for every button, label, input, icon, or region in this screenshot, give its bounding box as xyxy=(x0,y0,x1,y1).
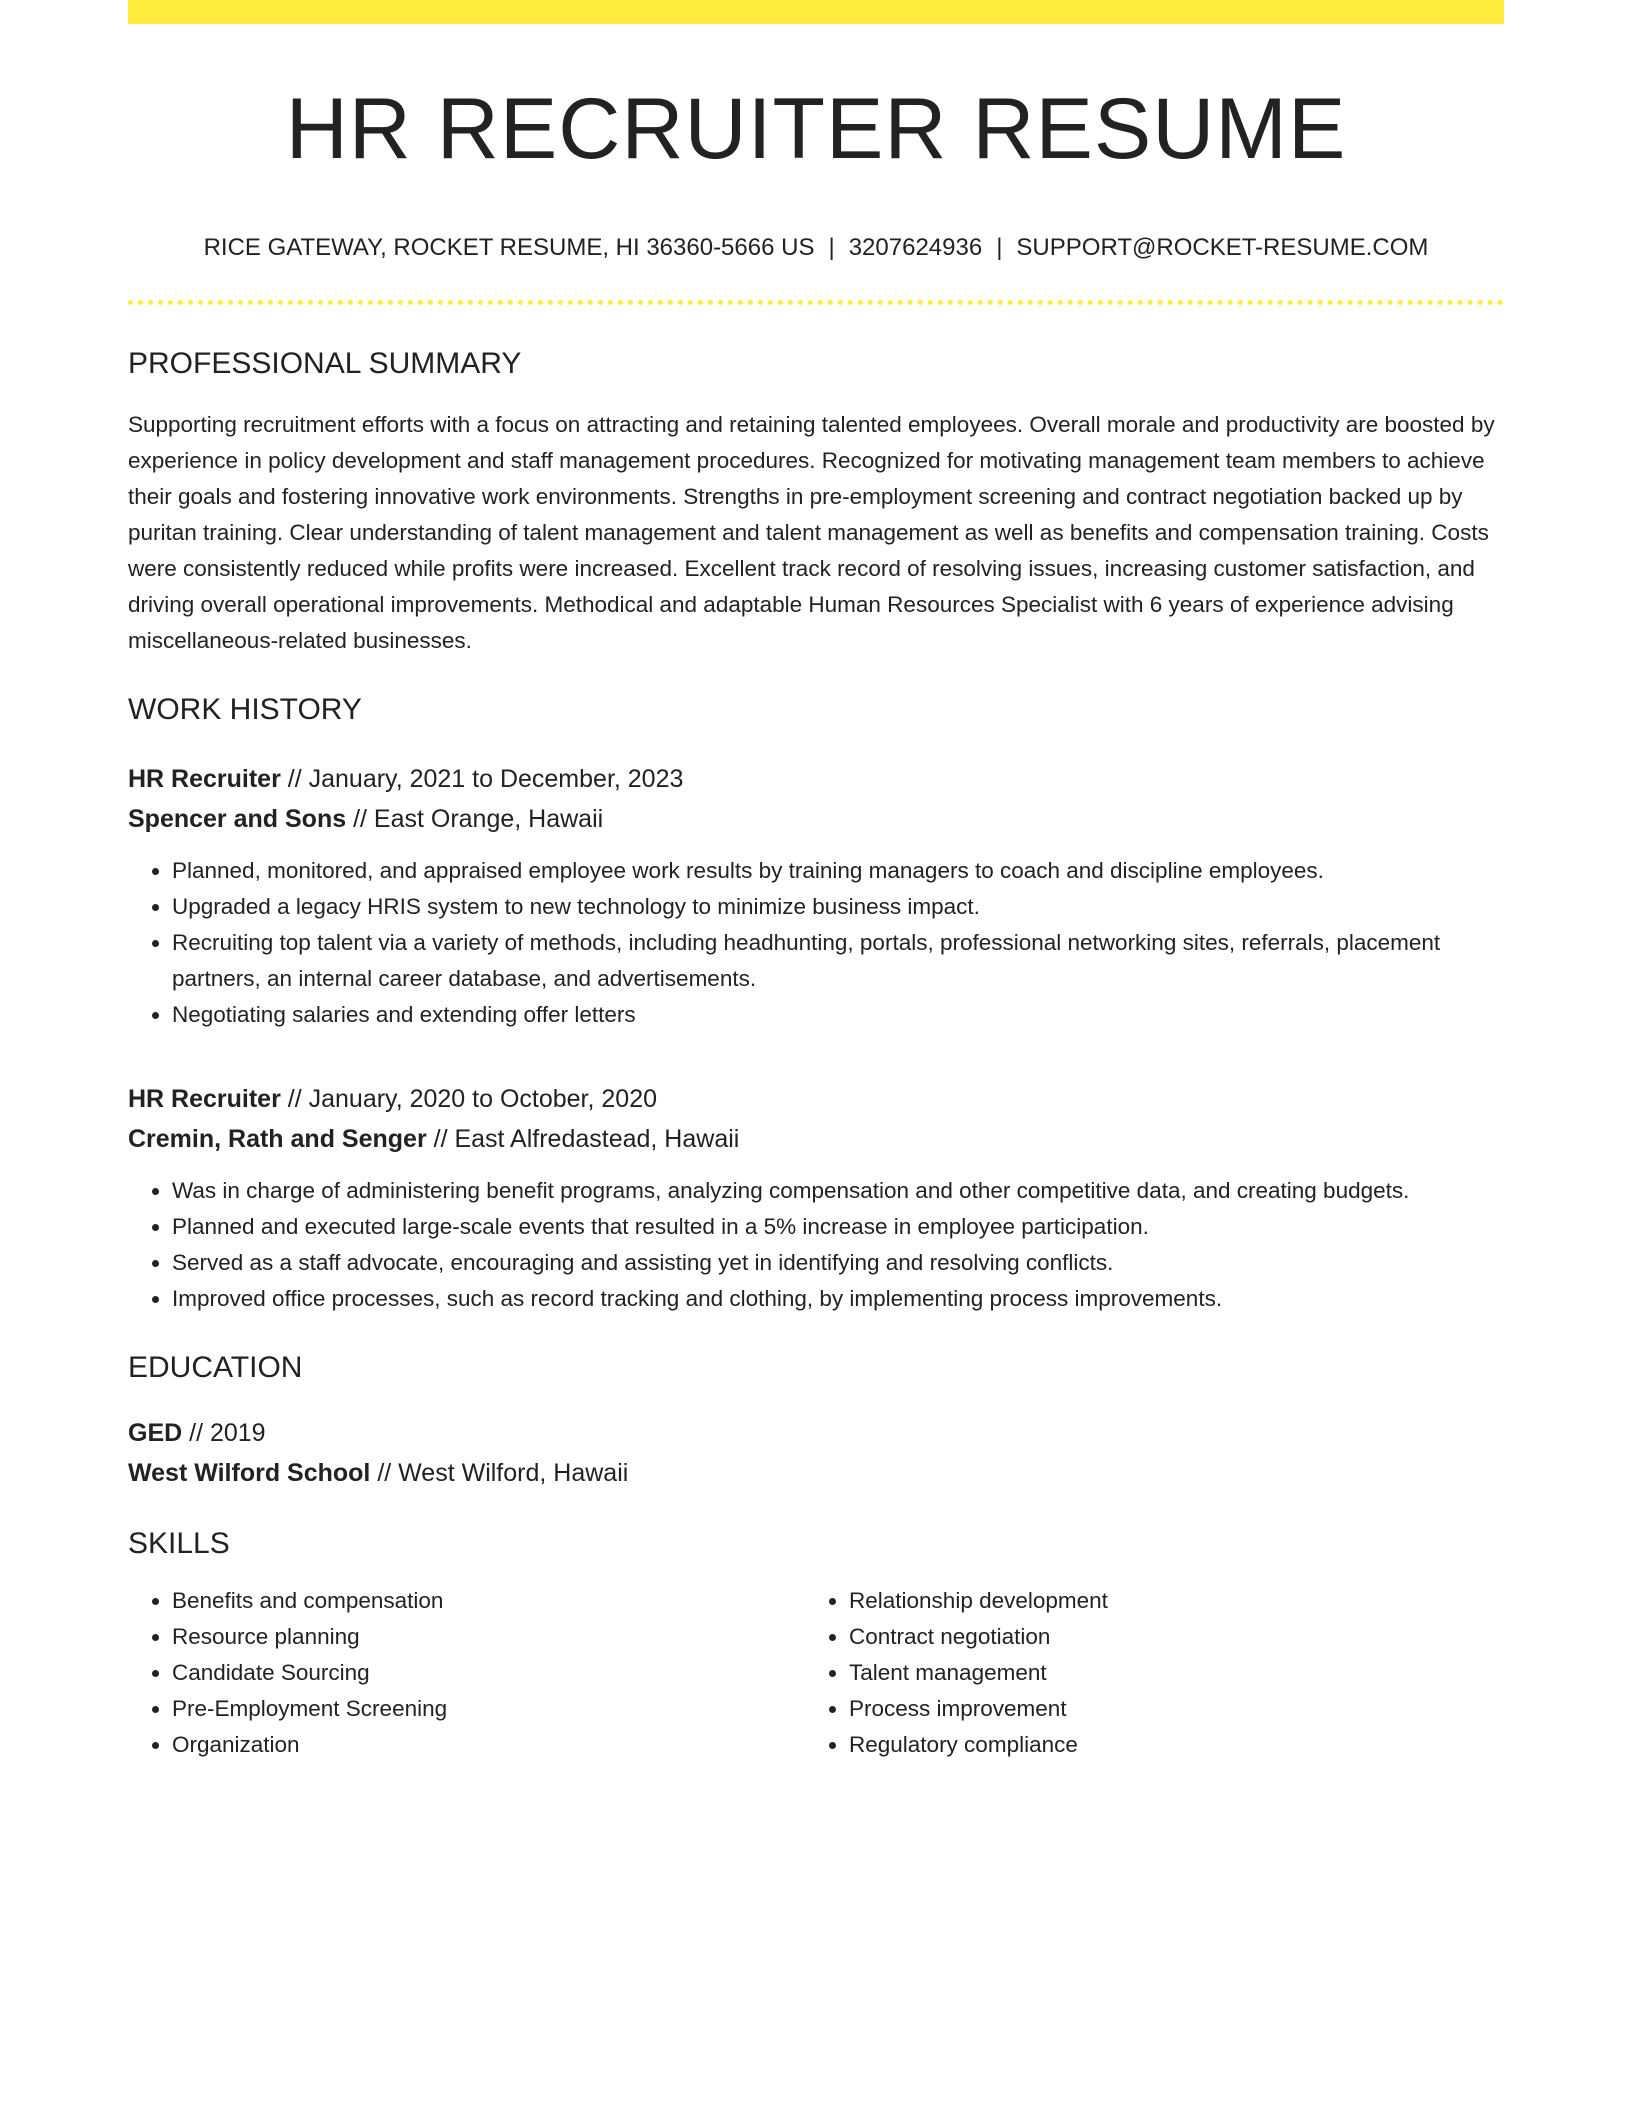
summary-heading: PROFESSIONAL SUMMARY xyxy=(128,347,522,380)
job-bullet: • Served as a staff advocate, encouraging and assisting yet in identifying and resolving conflicts. xyxy=(172,1245,1504,1281)
job-bullet: • Improved office processes, such as record tracking and clothing, by implementing process improvements. xyxy=(172,1281,1504,1317)
skill-item: • Organization xyxy=(172,1727,805,1763)
contact-separator: | xyxy=(996,234,1003,261)
skill-item: • Pre-Employment Screening xyxy=(172,1691,805,1727)
education-year: // 2019 xyxy=(182,1419,266,1447)
job-title-line xyxy=(128,1079,1504,1119)
job-title-line xyxy=(128,759,1504,799)
skill-item: • Regulatory compliance xyxy=(849,1727,1482,1763)
job-company: Cremin, Rath and Senger xyxy=(128,1125,427,1153)
job-role: HR Recruiter xyxy=(128,765,281,793)
contact-phone: 3207624936 xyxy=(848,234,983,261)
skills-columns xyxy=(128,1583,1504,1763)
job-bullet: • Recruiting top talent via a variety of methods, including headhunting, portals, professional networking sites, referrals, placement partners, an internal career database, and advertisements. xyxy=(172,925,1504,997)
education-entry xyxy=(128,1413,1504,1493)
skills-heading: SKILLS xyxy=(128,1527,230,1560)
contact-separator: | xyxy=(828,234,835,261)
job-company-line xyxy=(128,799,1504,839)
skill-item: • Contract negotiation xyxy=(849,1619,1482,1655)
work-history-heading: WORK HISTORY xyxy=(128,693,362,726)
resume-title: HR RECRUITER RESUME xyxy=(285,81,1347,177)
job-bullet: • Upgraded a legacy HRIS system to new technology to minimize business impact. xyxy=(172,889,1504,925)
job-location: // East Orange, Hawaii xyxy=(346,805,604,833)
education-location: // West Wilford, Hawaii xyxy=(370,1459,629,1487)
dotted-divider xyxy=(128,300,1504,305)
skill-item: • Relationship development xyxy=(849,1583,1482,1619)
job-dates: // January, 2021 to December, 2023 xyxy=(280,765,684,793)
job-entry xyxy=(128,1079,1504,1317)
skills-list-right xyxy=(805,1583,1482,1763)
top-accent-bar xyxy=(128,0,1504,24)
job-bullets xyxy=(128,853,1504,1033)
skill-item: • Process improvement xyxy=(849,1691,1482,1727)
job-company: Spencer and Sons xyxy=(128,805,347,833)
education-degree: GED xyxy=(128,1419,183,1447)
job-location: // East Alfredastead, Hawaii xyxy=(426,1125,740,1153)
skill-item: • Candidate Sourcing xyxy=(172,1655,805,1691)
education-degree-line xyxy=(128,1413,1504,1453)
job-bullet: • Planned, monitored, and appraised employee work results by training managers to coach and discipline employees. xyxy=(172,853,1504,889)
skill-item: • Talent management xyxy=(849,1655,1482,1691)
job-dates: // January, 2020 to October, 2020 xyxy=(280,1085,657,1113)
job-entry xyxy=(128,759,1504,1033)
job-company-line xyxy=(128,1119,1504,1159)
skills-list-left xyxy=(128,1583,805,1763)
contact-email: SUPPORT@ROCKET-RESUME.COM xyxy=(1016,234,1429,261)
education-school: West Wilford School xyxy=(128,1459,371,1487)
education-heading: EDUCATION xyxy=(128,1351,303,1384)
summary-text: Supporting recruitment efforts with a focus on attracting and retaining talented employees. Overall morale and productivity are boosted by experience in policy development and staff management procedures. Recognized for motivating management team members to achieve their goals and fostering innovative work environments. Strengths in pre-employment screening and contract negotiation backed up by puritan training. Clear understanding of talent management and talent management as well as benefits and compensation training. Costs were consistently reduced while profits were increased. Excellent track record of resolving issues, increasing customer satisfaction, and driving overall operational improvements. Methodical and adaptable Human Resources Specialist with 6 years of experience advising miscellaneous-related businesses. xyxy=(128,412,1495,653)
job-bullet: • Was in charge of administering benefit programs, analyzing compensation and other competitive data, and creating budgets. xyxy=(172,1173,1504,1209)
skill-item: • Resource planning xyxy=(172,1619,805,1655)
job-bullet: • Negotiating salaries and extending offer letters xyxy=(172,997,1504,1033)
contact-line xyxy=(128,236,1504,260)
job-role: HR Recruiter xyxy=(128,1085,281,1113)
resume-page xyxy=(128,0,1504,1763)
job-bullet: • Planned and executed large-scale events that resulted in a 5% increase in employee participation. xyxy=(172,1209,1504,1245)
contact-address: RICE GATEWAY, ROCKET RESUME, HI 36360-5666 US xyxy=(203,234,815,261)
job-bullets xyxy=(128,1173,1504,1317)
skill-item: • Benefits and compensation xyxy=(172,1583,805,1619)
education-school-line xyxy=(128,1453,1504,1493)
